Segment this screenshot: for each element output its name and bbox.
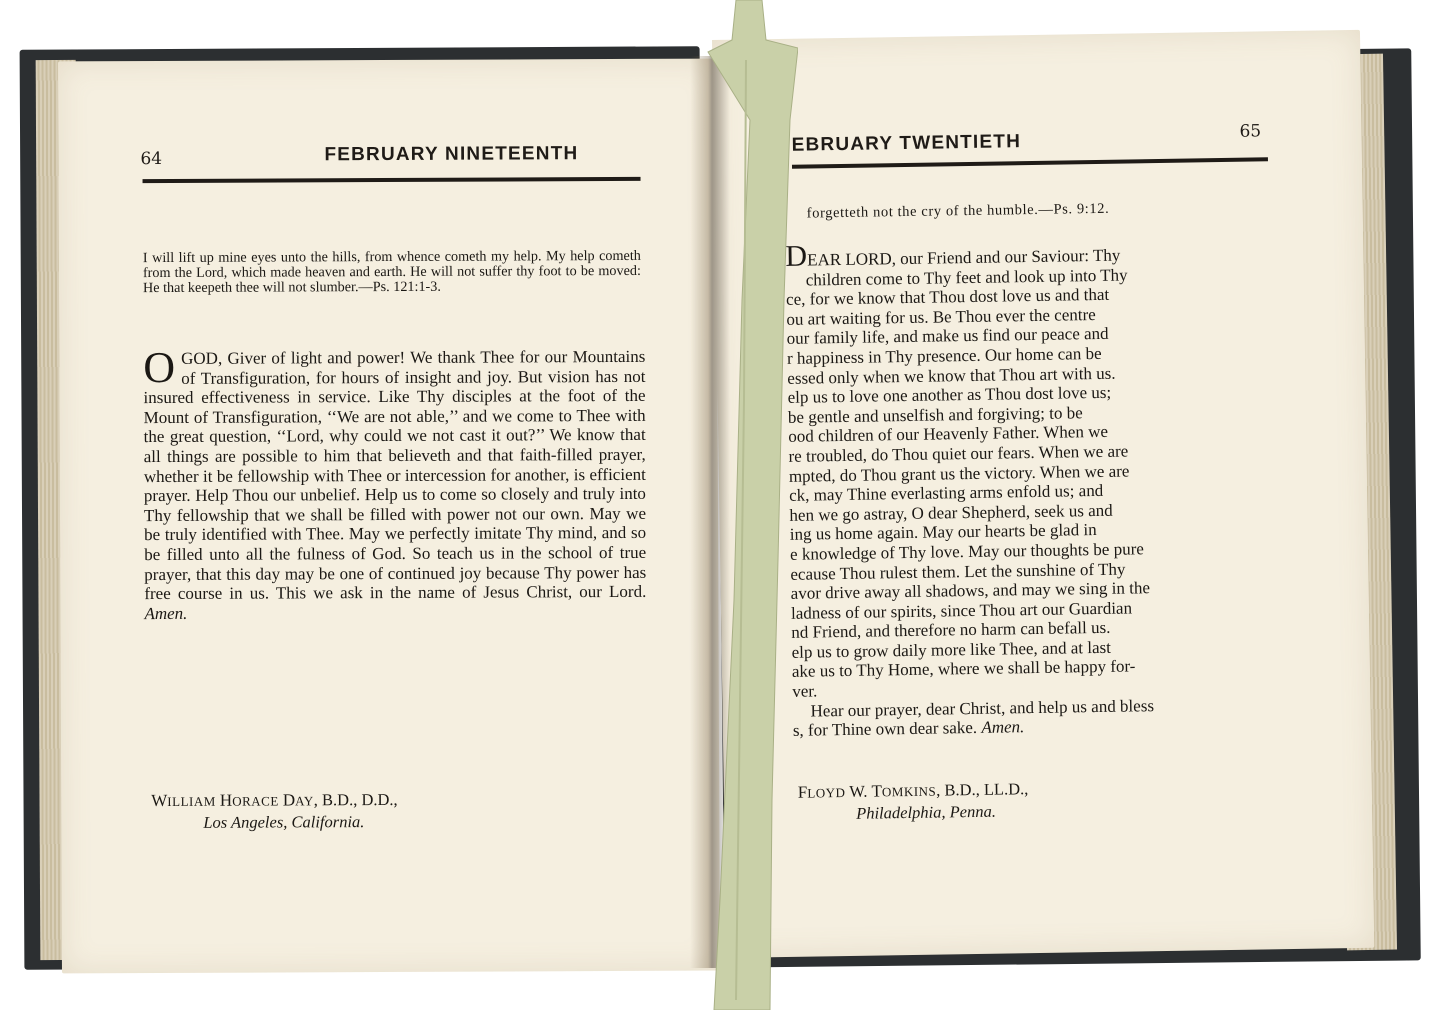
page-header-right: EBRUARY TWENTIETH	[791, 131, 1022, 156]
author-degrees: , B.D., D.D.,	[313, 789, 398, 810]
prayer-right	[785, 239, 1285, 741]
author-place-left: Los Angeles, California.	[203, 812, 365, 832]
prayer-line-right: our family life, and make us find our peace and	[786, 324, 1109, 349]
author-middle: W.	[849, 781, 868, 801]
page-number-left: 64	[140, 148, 163, 170]
left-page	[58, 59, 720, 974]
author-rest: OMKINS	[881, 783, 937, 800]
prayer-line-right: s, for Thine own dear sake. Amen.	[792, 717, 1025, 741]
author-initial: F	[797, 782, 808, 802]
prayer-line-right: mpted, do Thou grant us the victory. When we are	[788, 461, 1130, 486]
author-initial: H	[219, 790, 233, 810]
scripture-verse-right	[807, 199, 1277, 221]
author-degrees: , B.D., LL.D.,	[936, 779, 1029, 800]
right-page	[712, 30, 1374, 958]
prayer-line-right: re troubled, do Thou quiet our fears. When we are	[788, 441, 1129, 466]
prayer-line-right: Hear our prayer, dear Christ, and help us and bless	[810, 695, 1155, 721]
scripture-verse-left	[143, 249, 641, 296]
page-number-right: 65	[1239, 121, 1262, 142]
author-rest: LOYD	[807, 784, 846, 801]
prayer-amen-left: Amen.	[144, 603, 188, 623]
prayer-line-right: ake us to Thy Home, where we shall be happy for-	[791, 656, 1136, 682]
prayer-line-right: ver.	[792, 681, 818, 701]
author-rest: AY	[295, 793, 314, 809]
author-name-right	[798, 779, 1029, 803]
prayer-line-right: essed only when we know that Thou art with us.	[787, 363, 1116, 388]
prayer-line-right: ing us home again. May our hearts be glad in	[789, 520, 1097, 545]
prayer-line-right: ecause Thou rulest them. Let the sunshine of Thy	[790, 559, 1126, 584]
prayer-line-right: ce, for we know that Thou dost love us and that	[785, 284, 1110, 310]
prayer-line-right: e knowledge of Thy love. May our thoughts be pure	[789, 539, 1144, 564]
prayer-line-right: ood children of our Heavenly Father. When we	[788, 422, 1109, 447]
prayer-line-right: children come to Thy feet and look up into Thy	[805, 265, 1128, 290]
header-rule-left	[143, 177, 641, 183]
prayer-line-right: r happiness in Thy presence. Our home can be	[786, 343, 1102, 368]
author-initial: T	[871, 781, 883, 801]
prayer-line-right: hen we go astray, O dear Shepherd, seek us and	[789, 500, 1113, 525]
prayer-line-right: ou art waiting for us. Be Thou ever the centre	[786, 304, 1096, 329]
header-rule-right	[792, 157, 1268, 168]
author-place-right: Philadelphia, Penna.	[856, 801, 997, 823]
author-initial: W	[151, 790, 168, 811]
author-rest: ILLIAM	[167, 793, 216, 809]
bookmark-ribbon	[706, 0, 798, 1010]
prayer-line-right: be gentle and unselfish and forgiving; to be	[787, 402, 1083, 427]
prayer-body-left: GOD, Giver of light and power! We thank Thee for our Mountains of Transfiguration, for hours of insight and joy. But vision has not insured effectiveness in service. Like Thy disciples at the foot of the Mount of Transfiguration, ‘‘We are not able,’’ and we come to Thee with the great question, ‘‘Lord, why could we not cast it out?’’ We know that all things are possible to him that believeth and that faith-filled prayer, whether it be fellowship with Thee or intercession for another, is efficient prayer. Help Thou our unbelief. Help us to come so closely and truly into Thy fellowship that we shall be filled with power not our own. May we be truly identified with Thee. May we perfectly imitate Thy mind, and so be filled unto all the fulness of God. So teach us in the school of true prayer, that this day may be one of continued joy because Thy power has free course in us. This we ask in the name of Jesus Christ, our Lord.	[143, 346, 647, 604]
verse-text: I will lift up mine eyes unto the hills, from whence cometh my help. My help cometh from the Lord, which made heaven and earth. He will not suffer thy foot to be moved: He that keepeth thee will not slumber.—Ps. 121:1-3.	[142, 247, 641, 297]
verse-text: forgetteth not the cry of the humble.—Ps. 9:12.	[806, 200, 1110, 222]
page-header-left: FEBRUARY NINETEENTH	[324, 143, 579, 166]
prayer-line-right: ladness of our spirits, since Thou art our Guardian	[790, 598, 1133, 623]
prayer-line-right: elp us to grow daily more like Thee, and at last	[791, 637, 1112, 662]
drop-cap-left: O	[143, 342, 176, 393]
prayer-line-right: elp us to love one another as Thou dost love us;	[787, 382, 1112, 408]
author-initial: D	[282, 790, 296, 810]
prayer-line-right: ck, may Thine everlasting arms enfold us; and	[789, 481, 1104, 505]
prayer-line-right: avor drive away all shadows, and may we sing in the	[790, 578, 1151, 603]
prayer-left	[143, 342, 647, 624]
prayer-amen-right: Amen.	[981, 717, 1025, 738]
drop-cap-right: D	[785, 239, 808, 273]
prayer-line-right: nd Friend, and therefore no harm can befall us.	[791, 618, 1111, 643]
prayer-line-right: DEAR LORD, our Friend and our Saviour: Thy	[785, 239, 1121, 273]
author-name-left	[151, 790, 397, 811]
author-rest: ORACE	[232, 793, 279, 809]
